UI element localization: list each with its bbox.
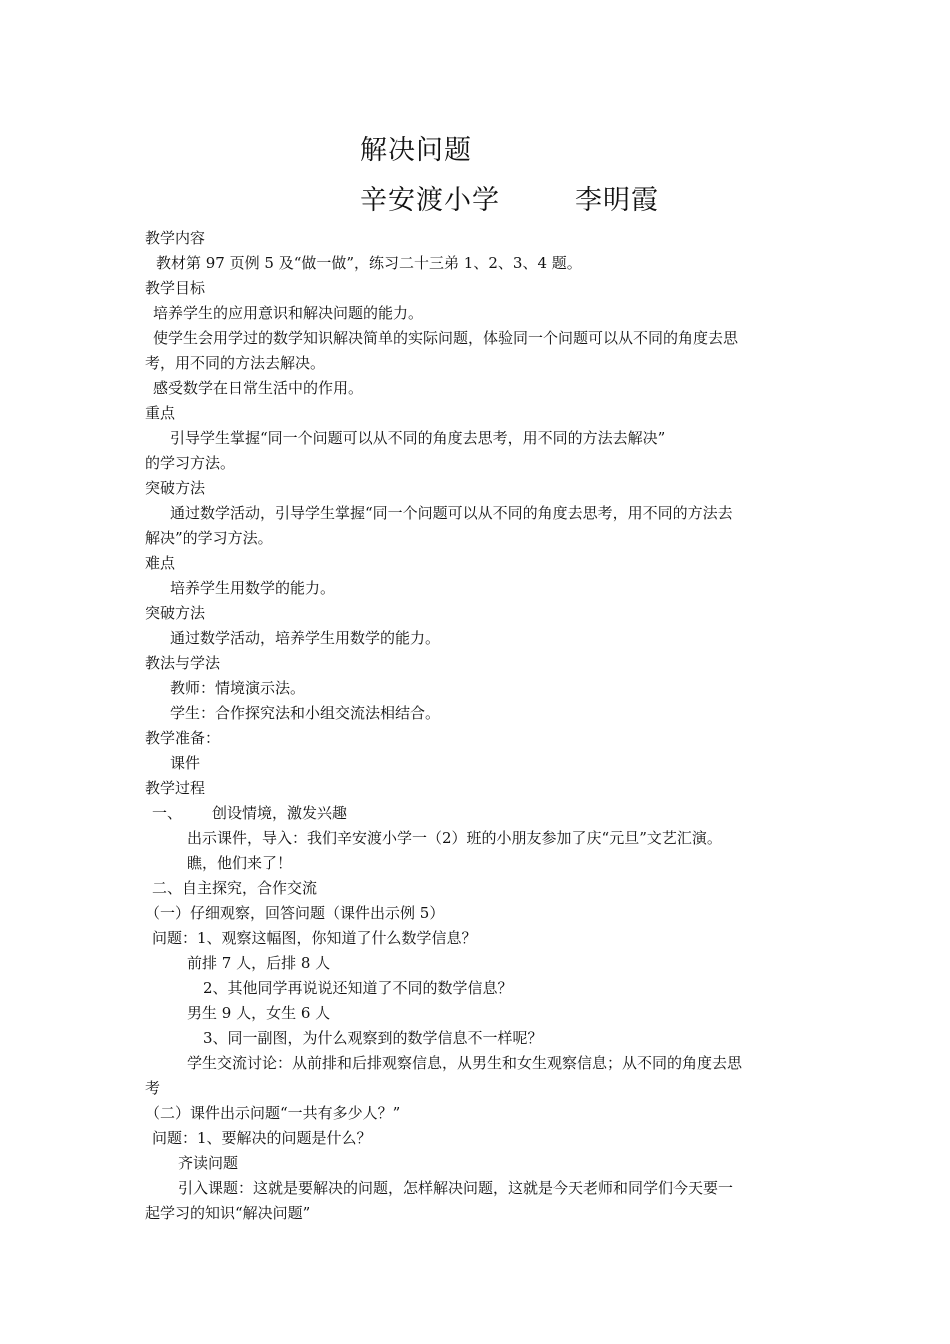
heading-methods: 教法与学法	[145, 654, 221, 672]
paragraph: 问题：1、观察这幅图，你知道了什么数学信息？	[152, 929, 477, 947]
paragraph: 起学习的知识“解决问题”	[145, 1204, 311, 1222]
paragraph: 解决”的学习方法。	[145, 529, 273, 547]
subsection-title: （一）仔细观察，回答问题（课件出示例 5）	[145, 904, 445, 922]
heading-teaching-goals: 教学目标	[145, 279, 206, 297]
paragraph: 通过数学活动，引导学生掌握“同一个问题可以从不同的角度去思考，用不同的方法去	[170, 504, 733, 522]
heading-breakthrough-method: 突破方法	[145, 604, 206, 622]
paragraph: 使学生会用学过的数学知识解决简单的实际问题，体验同一个问题可以从不同的角度去思	[153, 329, 739, 347]
paragraph: 的学习方法。	[145, 454, 236, 472]
subsection-title: （二）课件出示问题“一共有多少人？”	[145, 1104, 401, 1122]
section-title: 二、自主探究，合作交流	[152, 879, 318, 897]
paragraph: 瞧，他们来了！	[187, 854, 293, 872]
heading-difficulty: 难点	[145, 554, 176, 572]
heading-preparation: 教学准备：	[145, 729, 221, 747]
paragraph: 3、同一副图，为什么观察到的数学信息不一样呢？	[203, 1029, 543, 1047]
paragraph: 学生交流讨论：从前排和后排观察信息，从男生和女生观察信息；从不同的角度去思	[187, 1054, 743, 1072]
paragraph: 齐读问题	[178, 1154, 239, 1172]
paragraph: 出示课件，导入：我们辛安渡小学一（2）班的小朋友参加了庆“元旦”文艺汇演。	[187, 829, 722, 847]
paragraph: 培养学生用数学的能力。	[170, 579, 336, 597]
author-name: 李明霞	[575, 185, 659, 216]
section-number: 一、	[152, 804, 183, 822]
paragraph: 培养学生的应用意识和解决问题的能力。	[153, 304, 424, 322]
paragraph: 男生 9 人，女生 6 人	[187, 1004, 331, 1022]
school-name: 辛安渡小学	[360, 185, 500, 216]
paragraph: 引入课题：这就是要解决的问题，怎样解决问题，这就是今天老师和同学们今天要一	[178, 1179, 734, 1197]
heading-key-point: 重点	[145, 404, 176, 422]
section-title: 创设情境，激发兴趣	[212, 804, 348, 822]
document-title: 解决问题	[360, 135, 472, 166]
paragraph: 考，用不同的方法去解决。	[145, 354, 326, 372]
paragraph: 感受数学在日常生活中的作用。	[153, 379, 364, 397]
heading-process: 教学过程	[145, 779, 206, 797]
paragraph: 学生：合作探究法和小组交流法相结合。	[170, 704, 441, 722]
paragraph: 引导学生掌握“同一个问题可以从不同的角度去思考，用不同的方法去解决”	[170, 429, 666, 447]
paragraph: 前排 7 人，后排 8 人	[187, 954, 331, 972]
paragraph: 教师：情境演示法。	[170, 679, 306, 697]
paragraph: 考	[145, 1079, 161, 1097]
paragraph: 教材第 97 页例 5 及“做一做”，练习二十三弟 1、2、3、4 题。	[156, 254, 582, 272]
paragraph: 通过数学活动，培养学生用数学的能力。	[170, 629, 441, 647]
paragraph: 2、其他同学再说说还知道了不同的数学信息？	[203, 979, 513, 997]
heading-teaching-content: 教学内容	[145, 229, 206, 247]
heading-breakthrough-method: 突破方法	[145, 479, 206, 497]
paragraph: 问题：1、要解决的问题是什么？	[152, 1129, 372, 1147]
paragraph: 课件	[170, 754, 201, 772]
